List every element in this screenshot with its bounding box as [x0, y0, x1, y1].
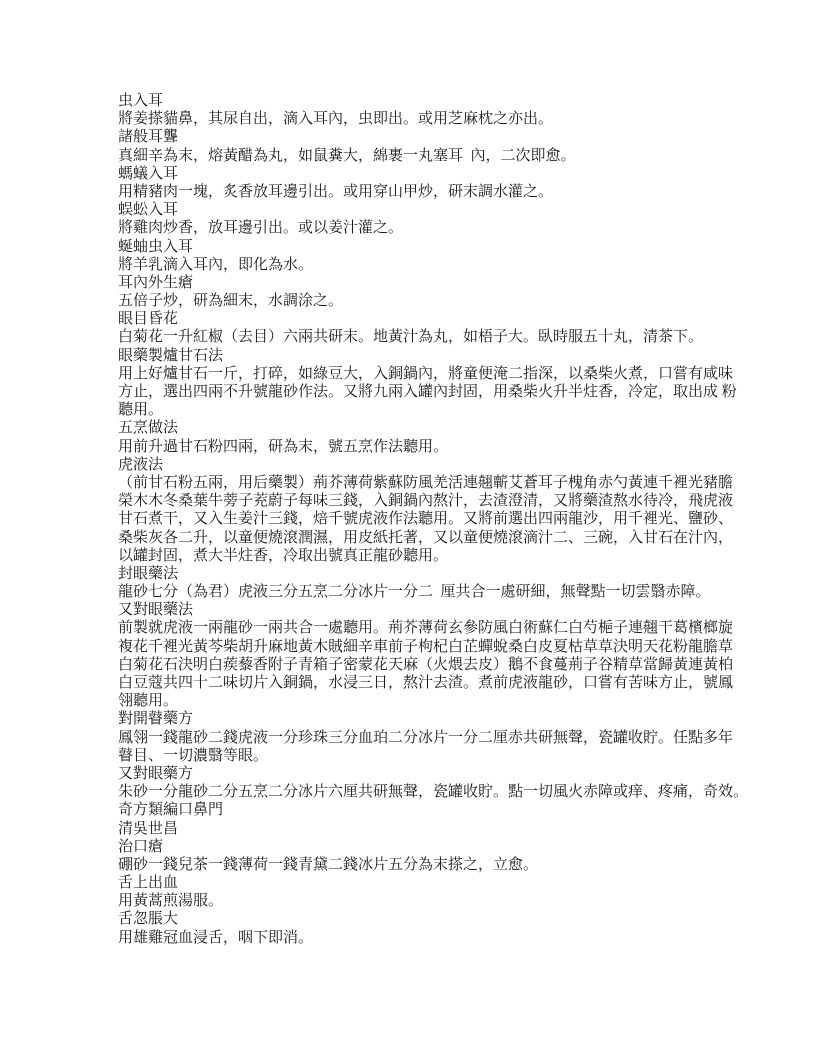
section-text: （前甘石粉五兩，用后藥製）荊芥薄荷紫蘇防風羌活連翹蘄艾蒼耳子槐角赤勺黃連千裡光豬膽 [118, 474, 734, 491]
section-wupeng-method [118, 419, 708, 455]
section-text: 用前升過甘石粉四兩，研為末，號五烹作法聽用。 [118, 438, 449, 455]
author-line: 清吳世昌 [118, 820, 179, 837]
section-text: 桑柴灰各二升，以童便燒滾潤濕，用皮紙托著，又以童便燒滾滴汁二、三碗，入甘石在汁內， [118, 529, 734, 546]
section-book-chapter-title [118, 801, 708, 819]
section-heading: 舌忽脹大 [118, 911, 179, 928]
section-deafness [118, 128, 708, 164]
section-text: 將雞肉炒香，放耳邊引出。或以姜汁灌之。 [118, 220, 404, 237]
section-ear-sores [118, 274, 708, 310]
section-text: 翎聽用。 [118, 693, 179, 710]
section-eye-medicine-method-2 [118, 601, 734, 710]
section-heading: 又對眼藥方 [118, 765, 194, 782]
chapter-title: 奇方類編口鼻門 [118, 802, 224, 819]
section-huye-method [118, 456, 734, 565]
section-heading: 眼藥製爐甘石法 [118, 347, 224, 364]
section-text: 前製就虎液一兩龍砂一兩共合一處聽用。荊芥薄荷玄參防風白術蘇仁白芍梔子連翹干葛檳榔旋 [118, 620, 734, 637]
document-page [118, 92, 749, 947]
section-text: 甘石煮干，又入生姜汁三錢，焙千號虎液作法聽用。又將前選出四兩龍沙，用千裡光、鹽砂、 [118, 511, 734, 528]
section-heading: 舌上出血 [118, 875, 179, 892]
section-heading: 蜒蚰虫入耳 [118, 238, 194, 255]
section-text: 朱砂一分龍砂二分五烹二分冰片六厘共研無聲，瓷罐收貯。點一切風火赤障或痒、疼痛，奇效。 [118, 784, 749, 801]
section-heading: 耳內外生瘡 [118, 274, 194, 291]
section-ear-insect [118, 92, 708, 128]
section-centipede-in-ear [118, 201, 708, 237]
section-text: 龍砂七分（為君）虎液三分五烹二分冰片一分二 厘共合一處研細，無聲點一切雲翳赤障。 [118, 584, 711, 601]
section-text: 以罐封固，煮大半炷香，冷取出號真正龍砂聽用。 [118, 547, 449, 564]
section-heading: 封眼藥法 [118, 565, 179, 582]
section-text: 用雄雞冠血浸舌，咽下即消。 [118, 929, 314, 946]
section-seal-eye-medicine [118, 565, 711, 601]
section-slug-in-ear [118, 238, 708, 274]
section-text: 瞽目、一切濃翳等眼。 [118, 747, 269, 764]
section-text: 用精豬肉一塊，炙香放耳邊引出。或用穿山甲炒，研末調水灌之。 [118, 183, 554, 200]
section-text: 白菊花石決明白蒺藜香附子青箱子密蒙花天麻（火煨去皮）鵝不食蔓荊子谷精草當歸黃連黃柏 [118, 656, 734, 673]
section-heading: 又對眼藥法 [118, 602, 194, 619]
section-text: 用黃蒿煎湯服。 [118, 893, 224, 910]
section-text: 複花千裡光黃芩柴胡升麻地黃木賊細辛車前子枸杞白芷蟬蛻桑白皮夏枯草草決明天花粉龍膽草 [118, 638, 734, 655]
section-blurred-vision [118, 310, 708, 346]
section-tongue-swelling [118, 910, 708, 946]
section-heading: 治口瘡 [118, 838, 164, 855]
section-heading: 對開瞽藥方 [118, 711, 194, 728]
section-heading: 螞蟻入耳 [118, 165, 179, 182]
section-text: 白菊花一升紅椒（去目）六兩共研末。地黃汁為丸，如梧子大。臥時服五十丸，清茶下。 [118, 329, 704, 346]
section-ant-in-ear [118, 165, 708, 201]
section-text: 鳳翎一錢龍砂二錢虎液一分珍珠三分血珀二分冰片一分二厘赤共研無聲，瓷罐收貯。任點多年 [118, 729, 734, 746]
section-heading: 眼目昏花 [118, 311, 179, 328]
section-author [118, 820, 708, 838]
section-eye-formula-2 [118, 765, 749, 801]
section-text: 用上好爐甘石一斤，打碎，如綠豆大，入銅鍋內，將童便淹二指深，以桑柴火煮，口嘗有咸味 [118, 365, 734, 382]
section-text: 真細辛為末，熔黃醋為丸，如鼠糞大，綿裹一丸塞耳 內，二次即愈。 [118, 147, 576, 164]
section-heading: 虎液法 [118, 456, 164, 473]
section-heading: 五烹做法 [118, 420, 179, 437]
section-mouth-sores [118, 838, 708, 874]
section-blindness-formula [118, 710, 734, 765]
section-heading: 諸般耳聾 [118, 129, 179, 146]
section-heading: 蜈蚣入耳 [118, 202, 179, 219]
section-heading: 虫入耳 [118, 93, 164, 109]
section-text: 將姜搽貓鼻，其尿自出，滴入耳內，虫即出。或用芝麻枕之亦出。 [118, 111, 554, 128]
section-text: 方止，選出四兩不升號龍砂作法。又將九兩入罐內封固，用桑柴火升半炷香，冷定，取出成 粉 [118, 384, 737, 400]
section-text: 榮木木冬桑葉牛蒡子茺蔚子每味三錢，入銅鍋內熬汁，去渣澄清，又將藥渣熬水待冷，飛虎液 [118, 493, 734, 510]
section-calamine-method [118, 347, 737, 420]
section-text: 將羊乳滴入耳內，即化為水。 [118, 256, 314, 273]
section-text: 五倍子炒，研為細末，水調涂之。 [118, 293, 344, 310]
section-text: 硼砂一錢兒茶一錢薄荷一錢青黛二錢冰片五分為末搽之，立愈。 [118, 856, 539, 873]
section-text: 聽用。 [118, 402, 164, 419]
section-text: 白豆蔻共四十二味切片入銅鍋，水浸三日，熬汁去渣。煮前虎液龍砂，口嘗有苦味方止，號鳳 [118, 675, 734, 691]
section-tongue-bleeding [118, 874, 708, 910]
